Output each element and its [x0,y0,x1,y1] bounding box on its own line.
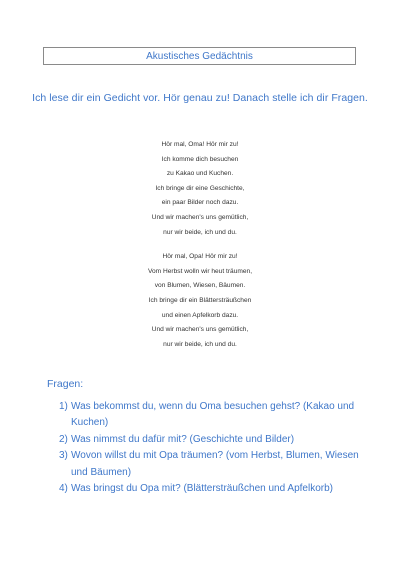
questions-heading: Fragen: [47,378,84,390]
question-text: Was bringst du Opa mit? (Blättersträußchen und Apfelkorb) [71,483,333,495]
question-text: Was bekommst du, wenn du Oma besuchen gehst? (Kakao und Kuchen) [71,401,355,429]
poem-stanza-1 [0,138,400,240]
question-text: Wovon willst du mit Opa träumen? (vom Herbst, Blumen, Wiesen und Bäumen) [71,450,359,478]
question-item [59,481,359,497]
question-number: 1) [59,401,68,412]
poem-line: und einen Apfelkorb dazu. [161,311,239,319]
poem-line: Ich bringe dir eine Geschichte, [155,184,245,192]
poem-line: Vom Herbst wolln wir heut träumen, [147,267,253,275]
question-number: 3) [59,450,68,462]
question-item [59,432,359,448]
poem-line: Hör mal, Oma! Hör mir zu! [161,141,239,148]
poem-line: Und wir machen's uns gemütlich, [151,213,249,221]
question-item [59,448,359,481]
poem-line: nur wir beide, ich und du. [163,340,237,348]
page-title: Akustisches Gedächtnis [146,50,253,62]
question-text: Was nimmst du dafür mit? (Geschichte und Bilder) [71,433,295,445]
questions-list [59,399,359,497]
question-item [59,399,359,432]
poem-line: Ich bringe dir ein Blättersträußchen [148,296,252,304]
poem-line: Hör mal, Opa! Hör mir zu! [162,253,238,261]
poem-stanza-2 [0,250,400,352]
question-number: 2) [59,433,68,445]
poem-line: Ich komme dich besuchen [161,155,239,163]
poem-line: Und wir machen's uns gemütlich, [151,326,249,334]
poem-line: ein paar Bilder noch dazu. [161,199,239,207]
question-number: 4) [59,483,68,495]
title-box [43,47,356,65]
poem-line: nur wir beide, ich und du. [163,228,237,236]
intro-text: Ich lese dir ein Gedicht vor. Hör genau zu! Danach stelle ich dir Fragen. [32,92,368,104]
poem [0,138,400,352]
poem-line: von Blumen, Wiesen, Bäumen. [154,282,246,290]
poem-line: zu Kakao und Kuchen. [166,170,234,178]
